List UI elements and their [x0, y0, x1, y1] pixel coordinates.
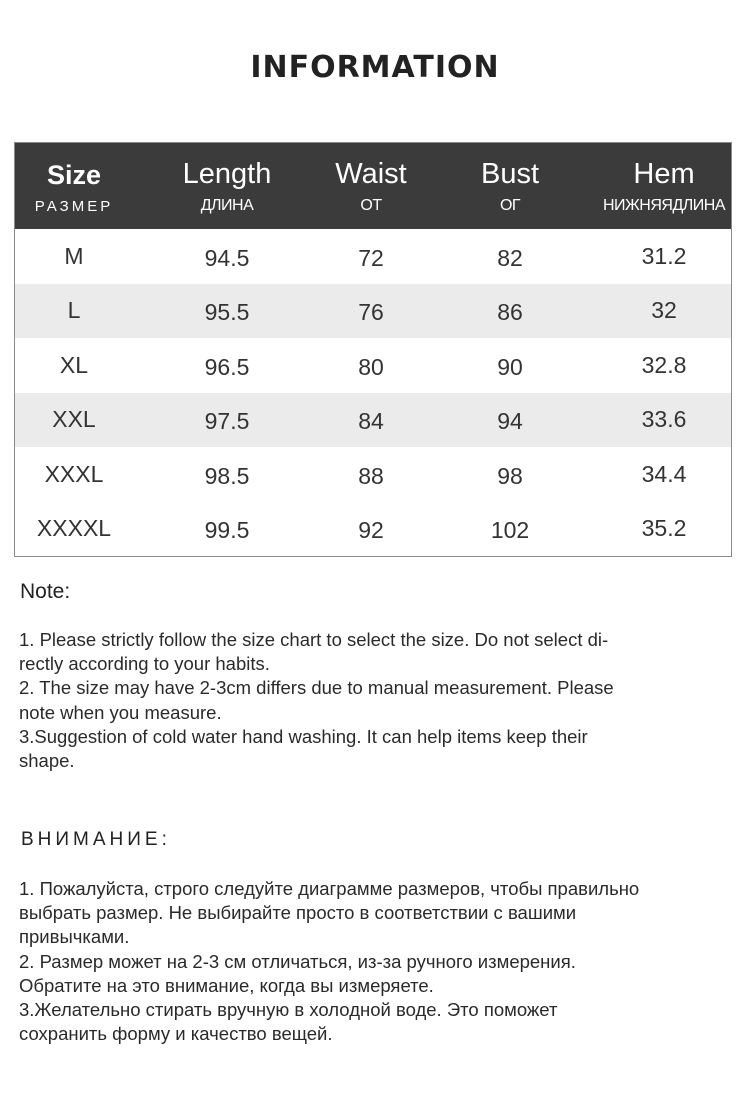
table-body — [15, 229, 731, 556]
header-main-label: Bust — [480, 158, 540, 190]
header-waist — [321, 143, 421, 229]
cell-hem: 35.2 — [641, 515, 687, 542]
table-header — [15, 143, 731, 229]
header-length — [133, 143, 321, 229]
note-line: rectly according to your habits. — [19, 653, 270, 675]
cell-waist: 80 — [358, 353, 384, 380]
header-hem — [599, 143, 729, 229]
cell-bust: 102 — [490, 517, 530, 544]
cell-bust: 94 — [497, 408, 523, 435]
note-line: 1. Please strictly follow the size chart to select the size. Do not select di- — [19, 629, 609, 650]
table-row — [15, 338, 731, 393]
cell-waist: 92 — [358, 517, 384, 544]
cell-size: XXXXL — [36, 515, 112, 542]
cell-hem: 31.2 — [641, 242, 687, 269]
page-title: INFORMATION — [250, 50, 500, 85]
note-ru-text — [19, 877, 734, 1046]
header-main-label: Waist — [335, 158, 407, 190]
note-text — [19, 628, 734, 773]
note-ru-heading: ВНИМАНИЕ: — [21, 829, 171, 850]
note-ru-line: Обратите на это внимание, когда вы измеряете. — [19, 974, 434, 996]
note-ru-line: привычками. — [19, 926, 130, 948]
note-ru-line: 3.Желательно стирать вручную в холодной воде. Это поможет — [19, 999, 558, 1021]
cell-size: XXXL — [44, 460, 104, 487]
cell-length: 99.5 — [204, 517, 250, 544]
cell-size: XXL — [52, 406, 96, 433]
header-sub-label: ОТ — [360, 197, 382, 214]
header-sub-label: ДЛИНА — [200, 197, 254, 214]
header-sub-label: ОГ — [499, 197, 521, 214]
header-main-label: Length — [182, 158, 272, 190]
table-row — [15, 502, 731, 557]
note-line: 2. The size may have 2-3cm differs due to manual measurement. Please — [19, 677, 614, 699]
table-row — [15, 393, 731, 448]
note-line: 3.Suggestion of cold water hand washing. It can help items keep their — [19, 725, 588, 747]
cell-bust: 98 — [497, 462, 523, 489]
cell-waist: 84 — [358, 408, 384, 435]
cell-hem: 32.8 — [641, 351, 687, 378]
cell-hem: 32 — [651, 297, 677, 324]
cell-waist: 72 — [358, 244, 384, 271]
note-ru-line: 1. Пожалуйста, строго следуйте диаграмме размеров, чтобы правильно — [19, 878, 640, 899]
note-line: note when you measure. — [19, 701, 222, 723]
note-ru-line: выбрать размер. Не выбирайте просто в соответствии с вашими — [19, 902, 577, 924]
cell-hem: 34.4 — [641, 460, 687, 487]
header-sub-label: РАЗМЕР — [34, 197, 114, 215]
header-size — [15, 143, 133, 229]
note-ru-line: 2. Размер может на 2-3 см отличаться, из-за ручного измерения. — [19, 950, 576, 972]
cell-length: 96.5 — [204, 353, 250, 380]
cell-hem: 33.6 — [641, 406, 687, 433]
table-row — [15, 229, 731, 284]
cell-bust: 82 — [497, 244, 523, 271]
header-sub-label: НИЖНЯЯДЛИНА — [602, 197, 726, 214]
table-row — [15, 284, 731, 339]
cell-length: 95.5 — [204, 299, 250, 326]
cell-length: 97.5 — [204, 408, 250, 435]
table-row — [15, 447, 731, 502]
note-ru-line: сохранить форму и качество вещей. — [19, 1023, 333, 1045]
cell-bust: 86 — [497, 299, 523, 326]
size-chart-table — [14, 142, 732, 557]
cell-size: M — [64, 242, 84, 269]
header-bust — [421, 143, 599, 229]
header-main-label: Hem — [633, 158, 695, 190]
note-line: shape. — [19, 750, 75, 772]
cell-size: L — [67, 297, 81, 324]
cell-length: 94.5 — [204, 244, 250, 271]
cell-waist: 88 — [358, 462, 384, 489]
cell-waist: 76 — [358, 299, 384, 326]
cell-length: 98.5 — [204, 462, 250, 489]
cell-size: XL — [59, 351, 89, 378]
header-main-label: Size — [46, 159, 102, 190]
cell-bust: 90 — [497, 353, 523, 380]
note-heading: Note: — [20, 580, 71, 603]
